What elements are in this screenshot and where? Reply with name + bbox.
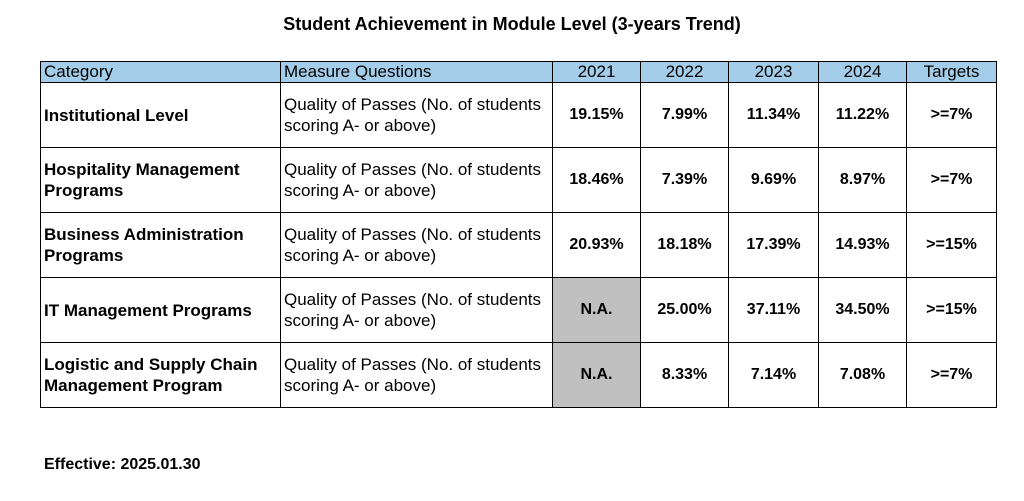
target-cell: >=7% — [907, 148, 997, 213]
target-cell: >=7% — [907, 343, 997, 408]
table-row — [41, 278, 997, 343]
value-2021-cell: 20.93% — [553, 213, 641, 278]
value-2022-cell: 18.18% — [641, 213, 729, 278]
table-row — [41, 148, 997, 213]
value-2024-cell: 34.50% — [819, 278, 907, 343]
measure-cell: Quality of Passes (No. of students scoring A- or above) — [281, 278, 553, 343]
value-2024-cell: 8.97% — [819, 148, 907, 213]
value-2023-cell: 7.14% — [729, 343, 819, 408]
page-title: Student Achievement in Module Level (3-years Trend) — [283, 14, 741, 34]
value-2024-cell: 7.08% — [819, 343, 907, 408]
value-2021-cell: N.A. — [553, 343, 641, 408]
category-cell: IT Management Programs — [41, 278, 281, 343]
measure-cell: Quality of Passes (No. of students scoring A- or above) — [281, 213, 553, 278]
measure-cell: Quality of Passes (No. of students scoring A- or above) — [281, 343, 553, 408]
measure-cell: Quality of Passes (No. of students scoring A- or above) — [281, 83, 553, 148]
category-cell: Hospitality Management Programs — [41, 148, 281, 213]
value-2021-cell: 19.15% — [553, 83, 641, 148]
value-2023-cell: 37.11% — [729, 278, 819, 343]
category-cell: Business Administration Programs — [41, 213, 281, 278]
table-row — [41, 343, 997, 408]
header-2023: 2023 — [729, 62, 819, 83]
header-2022: 2022 — [641, 62, 729, 83]
table-row — [41, 83, 997, 148]
value-2021-cell: N.A. — [553, 278, 641, 343]
value-2023-cell: 17.39% — [729, 213, 819, 278]
header-category: Category — [41, 62, 281, 83]
target-cell: >=15% — [907, 278, 997, 343]
category-cell: Logistic and Supply Chain Management Program — [41, 343, 281, 408]
header-row — [41, 62, 997, 83]
header-targets: Targets — [907, 62, 997, 83]
header-2021: 2021 — [553, 62, 641, 83]
header-measure-questions: Measure Questions — [281, 62, 553, 83]
measure-cell: Quality of Passes (No. of students scoring A- or above) — [281, 148, 553, 213]
target-cell: >=7% — [907, 83, 997, 148]
value-2024-cell: 14.93% — [819, 213, 907, 278]
value-2022-cell: 8.33% — [641, 343, 729, 408]
value-2023-cell: 9.69% — [729, 148, 819, 213]
value-2023-cell: 11.34% — [729, 83, 819, 148]
value-2022-cell: 25.00% — [641, 278, 729, 343]
target-cell: >=15% — [907, 213, 997, 278]
value-2022-cell: 7.99% — [641, 83, 729, 148]
value-2022-cell: 7.39% — [641, 148, 729, 213]
header-2024: 2024 — [819, 62, 907, 83]
table-row — [41, 213, 997, 278]
value-2024-cell: 11.22% — [819, 83, 907, 148]
value-2021-cell: 18.46% — [553, 148, 641, 213]
achievement-table — [40, 61, 997, 408]
category-cell: Institutional Level — [41, 83, 281, 148]
effective-date: Effective: 2025.01.30 — [44, 456, 201, 473]
